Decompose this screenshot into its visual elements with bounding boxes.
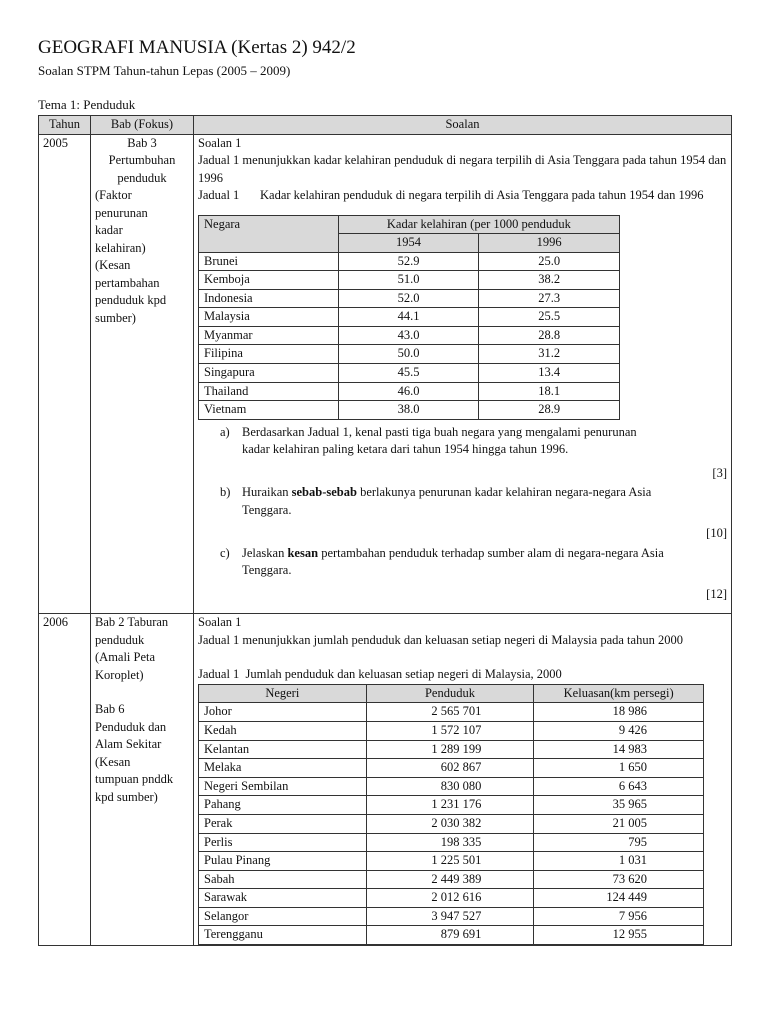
- cell-1954: 46.0: [338, 382, 479, 401]
- table-row: [199, 852, 704, 871]
- population-table: [198, 684, 704, 945]
- cell-1996: 13.4: [479, 364, 620, 383]
- question-a-text: Berdasarkan Jadual 1, kenal pasti tiga buah negara yang mengalami penurunan kadar kelahiran paling ketara dari tahun 1954 hingga tahun 1996.: [242, 424, 637, 457]
- cell-penduduk: 1 225 501: [366, 852, 534, 871]
- question-c-text: [242, 545, 727, 580]
- question-b-pre: Huraikan: [242, 485, 292, 500]
- bab-2005-title: Bab 3 Pertumbuhan penduduk: [108, 135, 176, 185]
- soalan-2005: [194, 134, 732, 614]
- cell-penduduk: 3 947 527: [366, 907, 534, 926]
- cell-1954: 44.1: [338, 308, 479, 327]
- cell-keluasan: 795: [534, 833, 704, 852]
- cell-1996: 18.1: [479, 382, 620, 401]
- cell-1954: 52.0: [338, 289, 479, 308]
- question-a: [220, 424, 727, 459]
- cell-negeri: Perak: [199, 814, 367, 833]
- question-a-label: a): [220, 424, 230, 439]
- cell-negara: Thailand: [199, 382, 339, 401]
- cell-penduduk: 2 449 389: [366, 870, 534, 889]
- cell-1996: 31.2: [479, 345, 620, 364]
- soalan-2006: [194, 614, 732, 946]
- cell-negara: Brunei: [199, 252, 339, 271]
- table-2005-caption-text: Kadar kelahiran penduduk di negara terpilih di Asia Tenggara pada tahun 1954 dan 1996: [260, 188, 704, 202]
- cell-keluasan: 18 986: [534, 703, 704, 722]
- cell-1954: 50.0: [338, 345, 479, 364]
- table-2005-caption: [198, 187, 727, 205]
- cell-negara: Filipina: [199, 345, 339, 364]
- cell-negeri: Sabah: [199, 870, 367, 889]
- cell-penduduk: 1 289 199: [366, 740, 534, 759]
- cell-penduduk: 2 012 616: [366, 889, 534, 908]
- cell-1996: 25.0: [479, 252, 620, 271]
- col-negara: Negara: [199, 215, 339, 252]
- question-b-post: berlakunya penurunan kadar kelahiran negara-negara Asia Tenggara.: [242, 485, 652, 517]
- question-b: [220, 484, 727, 519]
- table-row: [199, 759, 704, 778]
- bab-2006-b: Bab 6 Penduduk dan Alam Sekitar (Kesan tumpuan pnddk kpd sumber): [95, 702, 174, 804]
- table-row: [199, 740, 704, 759]
- cell-negara: Kemboja: [199, 271, 339, 290]
- soalan-2005-intro: Jadual 1 menunjukkan kadar kelahiran penduduk di negara terpilih di Asia Tenggara pada tahun 1954 dan 1996: [198, 153, 727, 185]
- table-row: [199, 345, 620, 364]
- cell-negeri: Melaka: [199, 759, 367, 778]
- cell-keluasan: 14 983: [534, 740, 704, 759]
- table-row: [199, 907, 704, 926]
- cell-negeri: Sarawak: [199, 889, 367, 908]
- table-row: [199, 926, 704, 945]
- table-row: [199, 326, 620, 345]
- cell-negara: Singapura: [199, 364, 339, 383]
- cell-penduduk: 602 867: [366, 759, 534, 778]
- table-row: [199, 289, 620, 308]
- cell-penduduk: 1 572 107: [366, 721, 534, 740]
- soalan-2006-intro: Jadual 1 menunjukkan jumlah penduduk dan keluasan setiap negeri di Malaysia pada tahun 2000: [198, 632, 683, 647]
- cell-keluasan: 6 643: [534, 777, 704, 796]
- cell-1996: 38.2: [479, 271, 620, 290]
- cell-penduduk: 830 080: [366, 777, 534, 796]
- table-row: [199, 777, 704, 796]
- col-keluasan: Keluasan(km persegi): [534, 684, 704, 703]
- document-title: GEOGRAFI MANUSIA (Kertas 2) 942/2: [38, 37, 356, 58]
- cell-1954: 38.0: [338, 401, 479, 420]
- cell-negeri: Terengganu: [199, 926, 367, 945]
- question-c-marks: [12]: [706, 586, 727, 601]
- question-c-post: pertambahan penduduk terhadap sumber alam di negara-negara Asia Tenggara.: [242, 545, 664, 578]
- cell-negeri: Pahang: [199, 796, 367, 815]
- col-1996: 1996: [479, 234, 620, 253]
- cell-penduduk: 1 231 176: [366, 796, 534, 815]
- cell-negeri: Kelantan: [199, 740, 367, 759]
- cell-1996: 25.5: [479, 308, 620, 327]
- cell-negeri: Pulau Pinang: [199, 852, 367, 871]
- col-1954: 1954: [338, 234, 479, 253]
- question-b-label: b): [220, 485, 231, 500]
- cell-negeri: Perlis: [199, 833, 367, 852]
- cell-penduduk: 2 030 382: [366, 814, 534, 833]
- theme-label: Tema 1: Penduduk: [38, 97, 136, 112]
- cell-1954: 43.0: [338, 326, 479, 345]
- col-negeri: Negeri: [199, 684, 367, 703]
- header-row: [39, 116, 732, 135]
- table-row: [199, 870, 704, 889]
- table-row: [199, 271, 620, 290]
- cell-negeri: Selangor: [199, 907, 367, 926]
- table-row: [199, 889, 704, 908]
- table-row: [199, 814, 704, 833]
- cell-1996: 27.3: [479, 289, 620, 308]
- table-row: [199, 382, 620, 401]
- question-c: [220, 545, 727, 580]
- header-tahun: Tahun: [39, 116, 91, 135]
- table-row: [199, 364, 620, 383]
- cell-1996: 28.8: [479, 326, 620, 345]
- table-row: [199, 721, 704, 740]
- cell-1954: 51.0: [338, 271, 479, 290]
- cell-negeri: Johor: [199, 703, 367, 722]
- col-penduduk: Penduduk: [366, 684, 534, 703]
- table-2005-caption-label: Jadual 1: [198, 188, 240, 202]
- header-bab: Bab (Fokus): [91, 116, 194, 135]
- cell-penduduk: 2 565 701: [366, 703, 534, 722]
- col-birth-rate-group: Kadar kelahiran (per 1000 penduduk: [338, 215, 619, 234]
- cell-keluasan: 9 426: [534, 721, 704, 740]
- soalan-2005-number: Soalan 1: [198, 135, 242, 150]
- question-c-keyword: kesan: [287, 545, 319, 560]
- cell-1954: 52.9: [338, 252, 479, 271]
- question-b-keyword: sebab-sebab: [291, 485, 357, 500]
- cell-negara: Malaysia: [199, 308, 339, 327]
- cell-negeri: Kedah: [199, 721, 367, 740]
- tahun-2005: 2005: [39, 134, 91, 614]
- table-2006-caption: Jadual 1 Jumlah penduduk dan keluasan setiap negeri di Malaysia, 2000: [198, 667, 562, 682]
- question-b-text: [242, 484, 727, 519]
- cell-negara: Indonesia: [199, 289, 339, 308]
- question-c-pre: Jelaskan: [242, 545, 288, 560]
- cell-keluasan: 21 005: [534, 814, 704, 833]
- cell-penduduk: 879 691: [366, 926, 534, 945]
- cell-keluasan: 1 650: [534, 759, 704, 778]
- questions-table: [38, 115, 732, 946]
- cell-negeri: Negeri Sembilan: [199, 777, 367, 796]
- table-row: [199, 833, 704, 852]
- cell-1996: 28.9: [479, 401, 620, 420]
- cell-keluasan: 12 955: [534, 926, 704, 945]
- bab-2006: [91, 614, 194, 946]
- cell-negara: Myanmar: [199, 326, 339, 345]
- header-soalan: Soalan: [194, 116, 732, 135]
- soalan-2006-number: Soalan 1: [198, 615, 242, 630]
- question-b-marks: [10]: [706, 526, 727, 541]
- table-row: [199, 252, 620, 271]
- cell-keluasan: 1 031: [534, 852, 704, 871]
- table-row: [199, 308, 620, 327]
- document-subtitle: Soalan STPM Tahun-tahun Lepas (2005 – 2009): [38, 63, 291, 78]
- table-row: [199, 796, 704, 815]
- cell-keluasan: 35 965: [534, 796, 704, 815]
- row-2005: [39, 134, 732, 614]
- cell-keluasan: 7 956: [534, 907, 704, 926]
- bab-2006-a: Bab 2 Taburan penduduk (Amali Peta Koroplet): [95, 615, 169, 682]
- bab-2005-focus: (Faktor penurunan kadar kelahiran) (Kesan pertambahan penduduk kpd sumber): [95, 188, 167, 325]
- cell-1954: 45.5: [338, 364, 479, 383]
- question-c-label: c): [220, 545, 230, 560]
- question-a-marks: [3]: [712, 465, 727, 480]
- tahun-2006: 2006: [39, 614, 91, 946]
- cell-keluasan: 124 449: [534, 889, 704, 908]
- birth-rate-table: [198, 215, 620, 420]
- table-row: [199, 703, 704, 722]
- cell-keluasan: 73 620: [534, 870, 704, 889]
- cell-negara: Vietnam: [199, 401, 339, 420]
- bab-2005: [91, 134, 194, 614]
- cell-penduduk: 198 335: [366, 833, 534, 852]
- table-row: [199, 401, 620, 420]
- row-2006: [39, 614, 732, 946]
